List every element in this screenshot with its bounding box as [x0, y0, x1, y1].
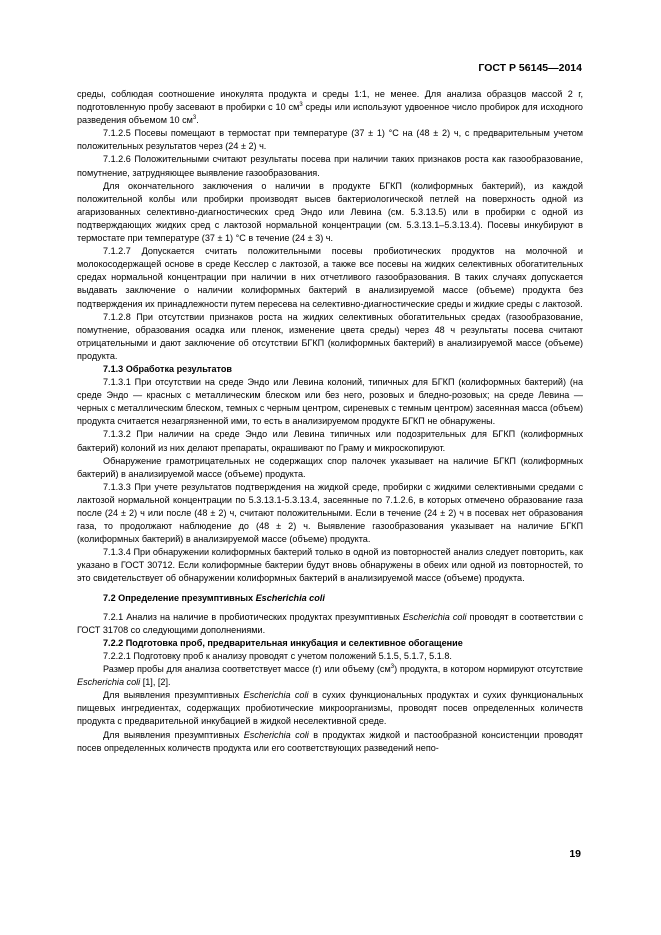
text-run: среды, соблюдая соотношение инокулята продукта и среды 1:1, не менее. Для анализа образцов массой 2 г, подготовленную пробу засевают в пробирки с 10 см — [77, 89, 583, 113]
paragraph — [77, 729, 583, 755]
paragraph: 7.1.2.5 Посевы помещают в термостат при температуре (37 ± 1) °С на (48 ± 2) ч, с предварительным учетом положительных результатов через (24 ± 2) ч. — [77, 128, 583, 152]
superscript: 3 — [390, 664, 395, 671]
text-run: . — [196, 115, 199, 126]
paragraph: 7.1.2.6 Положительными считают результаты посева при наличии таких признаков роста как газообразование, помутнение, затрудняющее выявление газообразования. — [77, 154, 583, 178]
paragraph: 7.1.3.1 При отсутствии на среде Эндо или Левина колоний, типичных для БГКП (колиформных бактерий) (на среде Эндо — красных с металлическим блеском или без него, розовых и бледно-розовых; на среде Левина — черных с металлическим блеском, темных с черным центром, сиреневых с темным центром) засеянная масса (объем) продукта считается незагрязненной ими, то есть в анализируемом продукте БГКП не обнаружены. — [77, 377, 583, 427]
text-run: в продуктах жидкой и пастообразной консистенции проводят посев определенных количеств продукта или его соответствующих разведений непо- — [77, 729, 583, 753]
section-heading — [77, 592, 583, 605]
text-run: Для выявления презумптивных — [103, 729, 244, 740]
italic-species-name: Escherichia coli — [243, 690, 309, 701]
text-run: Для выявления презумптивных — [103, 690, 244, 701]
italic-species-name: Escherichia coli — [255, 592, 325, 603]
paragraph: 7.1.2.7 Допускается считать положительными посевы пробиотических продуктов на молочной и молокосодержащей основе в среде Кесслер с лактозой, а также все посевы на жидких селективных обогатительных средах нормальной концентрации при наличии в них отчетливого газообразования. В таких случаях допускается выдавать заключение о наличии колиформных бактерий в анализируемой массе (объеме) продукта без подтверждения их принадлежности путем пересева на селективно-диагностические среды и жидкие среды с лактозой. — [77, 246, 583, 309]
page-header-standard-number: ГОСТ Р 56145—2014 — [478, 62, 582, 74]
document-body — [77, 88, 583, 755]
text-run: Размер пробы для анализа соответствует массе (г) или объему (см — [103, 664, 391, 675]
section-heading: 7.1.3 Обработка результатов — [103, 363, 232, 374]
page-number: 19 — [569, 848, 581, 860]
superscript: 3 — [192, 115, 197, 122]
paragraph — [77, 611, 583, 637]
superscript: 3 — [299, 102, 303, 109]
italic-species-name: Escherichia coli — [402, 611, 467, 622]
italic-species-name: Escherichia coli — [243, 729, 309, 740]
text-run: 7.2.1 Анализ на наличие в пробиотических продуктах презумптивных — [103, 611, 403, 622]
section-heading: 7.2.2 Подготовка проб, предварительная инкубация и селективное обогащение — [103, 637, 463, 648]
text-run: среды или используют удвоенное число пробирок для исходного разведения объемом 10 см — [77, 102, 583, 126]
text-run: 7.2 Определение презумптивных — [103, 592, 256, 603]
paragraph: 7.2.2.1 Подготовку проб к анализу проводят с учетом положений 5.1.5, 5.1.7, 5.1.8. — [103, 650, 452, 661]
paragraph — [77, 689, 583, 728]
paragraph — [77, 663, 583, 689]
text-run: ) продукта, в котором нормируют отсутствие — [394, 664, 583, 675]
paragraph: Обнаружение грамотрицательных не содержащих спор палочек указывает на наличие БГКП (колиформных бактерий) в анализируемой массе (объеме) продукта. — [77, 455, 583, 479]
paragraph: 7.1.3.4 При обнаружении колиформных бактерий только в одной из повторностей анализ следует повторить, как указано в ГОСТ 30712. Если колиформные бактерии будут вновь обнаружены в обеих или одной из повторностей, то это свидетельствует об обнаружении колиформных бактерий в анализируемой массе (объеме) продукта. — [77, 547, 583, 584]
paragraph: 7.1.3.3 При учете результатов подтверждения на жидкой среде, пробирки с жидкими селективными средами с лактозой нормальной концентрации по 5.3.13.1-5.3.13.4, засеянные по 7.1.2.6, в которых отмечено образование газа после (24 ± 2) ч или после (48 ± 2) ч, считают положительными. Если в течение (24 ± 2) ч в посевах нет образования газа, то продолжают наблюдение до (48 ± 2) ч. Выявление газообразования указывает на наличие БГКП (колиформных бактерий) в анализируемой массе (объеме) продукта. — [77, 481, 583, 545]
italic-species-name: Escherichia coli — [77, 677, 141, 688]
text-run: [1], [2]. — [140, 677, 171, 688]
text-run: проводят в соответствии с ГОСТ 31708 со следующими дополнениями. — [77, 611, 583, 635]
paragraph: 7.1.2.8 При отсутствии признаков роста на жидких селективных обогатительных средах (газообразование, помутнение, образования осадка или пленок, изменение цвета среды) через 48 ч результаты посева считают отрицательными и дают заключение об отсутствии БГКП (колиформных бактерий) в анализируемой массе (объеме) продукта. — [77, 311, 583, 361]
text-run: в сухих функциональных продуктах и сухих функциональных пищевых ингредиентах, содержащих пробиотические микроорганизмы, проводят посев определенных количеств продукта с предварительной инкубацией в жидкой неселективной среде. — [77, 690, 584, 727]
paragraph: 7.1.3.2 При наличии на среде Эндо или Левина типичных или подозрительных для БГКП (колиформных бактерий) колоний из них делают препараты, окрашивают по Граму и микроскопируют. — [77, 429, 583, 453]
paragraph — [77, 88, 583, 127]
paragraph: Для окончательного заключения о наличии в продукте БГКП (колиформных бактерий), из каждой положительной колбы или пробирки производят высев бактериологической петлей на поверхность одной из агаризованных селективно-диагностических сред Эндо или Левина (см. 5.3.13.5) или в пробирки с одной из подтверждающих жидких сред с лактозой нормальной концентрации (см. 5.3.13.1–5.3.13.4). Посевы инкубируют в термостате при температуре (37 ± 1) °С в течение (24 ± 3) ч. — [77, 180, 583, 244]
